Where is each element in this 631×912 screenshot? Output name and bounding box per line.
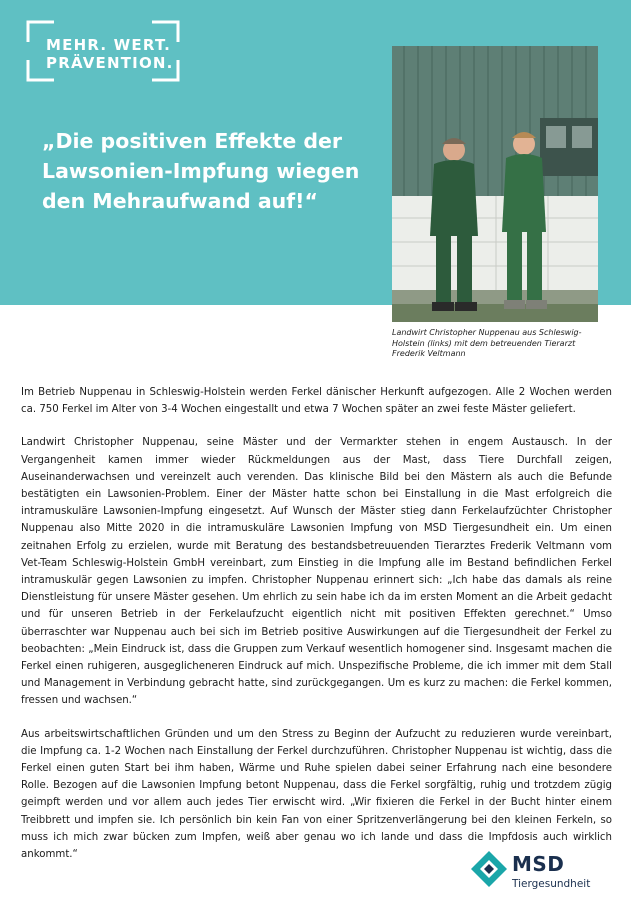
brand-line-2: PRÄVENTION.: [46, 54, 174, 72]
campaign-brand: [24, 18, 182, 84]
msd-logo-icon: [470, 850, 508, 888]
msd-logo-subtitle: Tiergesundheit: [512, 878, 591, 890]
paragraph-2: Landwirt Christopher Nuppenau, seine Mäster und der Vermarkter stehen in engem Austausch. In der Vergangenheit kamen immer wieder Rückmeldungen aus der Mast, dass Tiere Durchfall zeigen, Auseinanderwachsen und vereinzelt auch verenden. Das klinische Bild bei den Mästern als auch die Befunde bestätigten ein Lawsonien-Problem. Einer der Mäster hatte schon bei Einstallung in die Mast erfolgreich die intramuskuläre Lawsonien-Impfung eingesetzt. Auf Wunsch der Mäster stieg dann Ferkelaufzüchter Christopher Nuppenau also Mitte 2020 in die intramuskuläre Lawsonien Impfung von MSD Tiergesundheit ein. Um einen zeitnahen Erfolg zu erzielen, wurde mit Beratung des bestandsbetreuuenden Tierarztes Frederik Veltmann vom Vet-Team Schleswig-Holstein GmbH vereinbart, zum Einstieg in die Impfung alle im Bestand befindlichen Ferkel intramuskulär gegen Lawsonien zu impfen. Christopher Nuppenau erinnert sich: „Ich habe das damals als reine Dienstleistung für unsere Mäster gesehen. Um ehrlich zu sein habe ich da im ersten Moment an die Arbeit gedacht und für unseren Betrieb in der Ferkelaufzucht eigentlich nicht mit positiven Effekten gerechnet.“ Umso überraschter war Nuppenau auch bei sich im Betrieb positive Auswirkungen auf die Tiergesundheit der Ferkel zu beobachten: „Mein Eindruck ist, dass die Gruppen zum Verkauf wesentlich homogener sind. Insgesamt machen die Ferkel einen ruhigeren, ausgeglicheneren Eindruck auf mich. Unspezifische Probleme, die ich immer mit dem Stall und Management in Verbindung gebracht hatte, sind zurückgegangen. Um es kurz zu machen: die Ferkel kommen, fressen und wachsen.“: [21, 437, 612, 707]
paragraph-3: Aus arbeitswirtschaftlichen Gründen und um den Stress zu Beginn der Aufzucht zu reduzieren wurde vereinbart, die Impfung ca. 1-2 Wochen nach Einstallung der Ferkel durchzuführen. Christopher Nuppenau ist wichtig, dass die Ferkel einen guten Start bei ihm haben, Wärme und Ruhe spielen dabei seiner Erfahrung nach eine besondere Rolle. Bezogen auf die Lawsonien Impfung betont Nuppenau, dass die Ferkel sorgfältig, ruhig und trotzdem zügig geimpft werden und vor allem auch jedes Tier erwischt wird. „Wir fixieren die Ferkel in der Bucht hinter einem Treibbrett und impfen sie. Ich persönlich bin kein Fan von einer Spritzenverlängerung bei den kleinen Ferkeln, so muss ich mich zwar bücken zum Impfen, weiß aber genau wo ich lande und dass die Impfdosis auch wirklich ankommt.“: [21, 728, 612, 861]
farmers-photo-icon: [392, 46, 598, 322]
paragraph-1: Im Betrieb Nuppenau in Schleswig-Holstein werden Ferkel dänischer Herkunft aufgezogen. Alle 2 Wochen werden ca. 750 Ferkel im Alter von 3-4 Wochen eingestallt und etwa 7 Wochen später an zwei feste Mäster geliefert.: [21, 387, 612, 416]
article-body: [21, 384, 612, 879]
brand-line-1: MEHR. WERT.: [46, 36, 171, 54]
photo-caption: Landwirt Christopher Nuppenau aus Schleswig-Holstein (links) mit dem betreuenden Tierarzt Frederik Veltmann: [392, 328, 582, 358]
msd-logo: [470, 848, 610, 898]
farmers-photo: [392, 46, 598, 322]
headline: „Die positiven Effekte der Lawsonien-Impfung wiegen den Mehraufwand auf!“: [42, 129, 360, 213]
msd-logo-word: MSD: [512, 852, 565, 876]
